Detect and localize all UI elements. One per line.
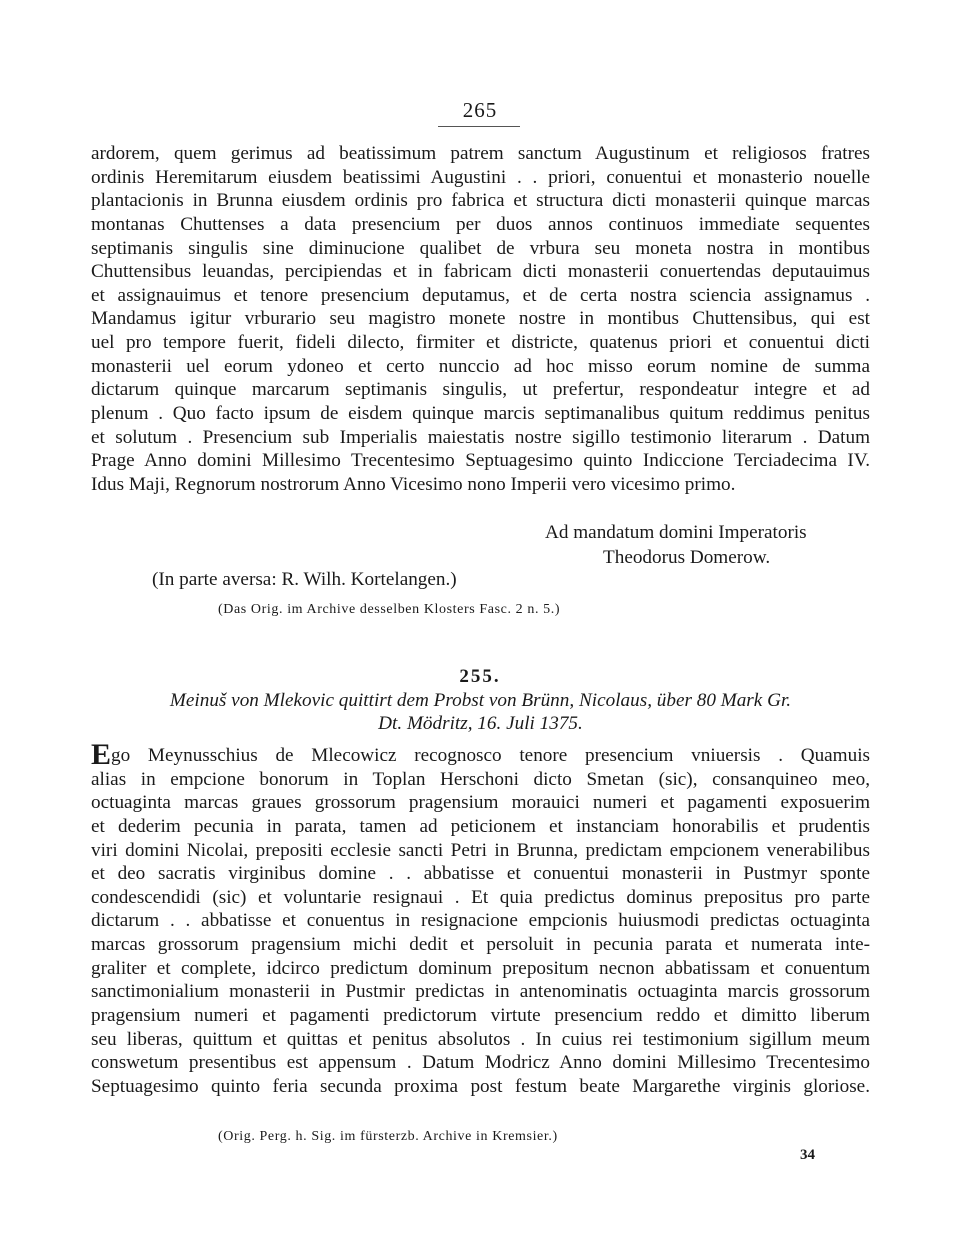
mandate-line: Ad mandatum domini Imperatoris (545, 522, 807, 543)
text-line-first (91, 744, 870, 768)
document-number: 255. (459, 666, 501, 687)
text-line: ardorem, quem gerimus ad beatissimum patrem sanctum Augustinum et religiosos fratres (91, 143, 870, 164)
text-line: alias in empcione bonorum in Toplan Herschoni dicto Smetan (sic), consanquineo meo, (91, 768, 870, 790)
text-line: sanctimonialium monasterii in Pustmir predictas in antenominatis octuaginta marcis grossorum (91, 981, 870, 1003)
doc254-body (91, 142, 870, 497)
text-line: octuaginta marcas graues grossorum pragensium morauici numeri et pagamenti exposuerim (91, 792, 870, 814)
text-line: seu liberas, quittum et quittas et penitus absolutos . In cuius rei testimonium sigillum meum (91, 1028, 870, 1050)
text-line: conswetum presentibus est appensum . Datum Modricz Anno domini Millesimo Trecentesimo (91, 1052, 870, 1074)
text-line: ordinis Heremitarum eiusdem beatissimi Augustini . . priori, conuentui et monasterio nouelle (91, 166, 870, 188)
text-line: plenum . Quo facto ipsum de eisdem quinque marcis septimanalibus quitum reddimus penitus (91, 403, 870, 425)
text-line: Septuagesimo quinto feria secunda proxima post festum beate Margarethe virginis gloriose. (91, 1075, 870, 1097)
text-line: dictarum quinque marcarum septimanis singulis, ut prefertur, respondeatur integre et ad (91, 379, 870, 401)
text-line: pragensium numeri et pagamenti predictorum virtute presencium reddo et dimitto liberum (91, 1005, 870, 1027)
text-line: et solutum . Presencium sub Imperialis maiestatis nostre sigillo testimonio literarum . Datum (91, 426, 870, 448)
text-line: condescendidi (sic) et voluntarie resignaui . Et quia predictus dominus prepositus pro parte (91, 886, 870, 908)
source-note: (Das Orig. im Archive desselben Klosters Fasc. 2 n. 5.) (218, 602, 561, 617)
verso-note: (In parte aversa: R. Wilh. Kortelangen.) (152, 569, 457, 590)
text-line: Chuttensibus leuandas, percipiendas et in fabricam dicti monasterii conuertendas deputauimus (91, 261, 870, 283)
text-line: septimanis singulis sine diminucione qualibet de vrbura seu moneta nostra in montibus (91, 237, 870, 259)
text-line: graliter et complete, idcirco predictum dominum prepositum necnon abbatissam et conuentum (91, 957, 870, 979)
text-line: viri domini Nicolai, prepositi ecclesie sancti Petri in Brunna, predictam empcionem venerabilibus (91, 839, 870, 861)
text-line: uel pro tempore fuerit, fideli dilecto, firmiter et districte, quatenus priori et conuentui dicti (91, 332, 870, 354)
page-number: 265 (462, 98, 498, 122)
text-line: monasterii uel eorum ydoneo et certo nunccio ad hoc misso eorum nomine de summa (91, 355, 870, 377)
text-line: dictarum . . abbatisse et conuentus in resignacione empcionis huiusmodi predictas octuaginta (91, 910, 870, 932)
text-line: et assignauimus et tenore presencium deputamus, et de certa nostra sciencia assignamus . (91, 284, 870, 306)
doc255-body (91, 744, 870, 1099)
text-line: et deo sacratis virginibus domine . . abbatisse et conuentui monasterii in Pustmyr sponte (91, 863, 870, 885)
first-line-text: go Meynusschius de Mlecowicz recognosco tenore presencium vniuersis . Quamuis (111, 745, 870, 766)
text-line: Idus Maji, Regnorum nostrorum Anno Vicesimo nono Imperii vero vicesimo primo. (91, 473, 736, 495)
document-heading: Meinuš von Mlekovic quittirt dem Probst von Brünn, Nicolaus, über 80 Mark Gr. (169, 690, 792, 711)
text-line: et dederim pecunia in parata, tamen ad peticionem et instanciam honorabilis et prudentis (91, 815, 870, 837)
source-note: (Orig. Perg. h. Sig. im fürsterzb. Archive in Kremsier.) (218, 1129, 558, 1144)
text-line: marcas grossorum pragensium michi dedit et persoluit in pecunia parata et numerata inte- (91, 934, 870, 956)
page-number-rule (438, 126, 520, 127)
text-line: Prage Anno domini Millesimo Trecentesimo Septuagesimo quinto Indiccione Terciadecima IV. (91, 450, 870, 472)
signature-mark: 34 (800, 1147, 815, 1163)
text-line: Mandamus igitur vrburario seu magistro monete nostre in montibus Chuttensibus, qui est (91, 308, 870, 330)
text-line: montanas Chuttenses a data presencium per duos annos continuos immediate sequentes (91, 213, 870, 235)
text-line: plantacionis in Brunna eiusdem ordinis pro fabrica et structura dicti monasterii quinque marcas (91, 190, 870, 212)
signatory: Theodorus Domerow. (603, 547, 771, 568)
drop-cap: E (91, 744, 112, 768)
document-date-place: Dt. Mödritz, 16. Juli 1375. (378, 713, 583, 734)
